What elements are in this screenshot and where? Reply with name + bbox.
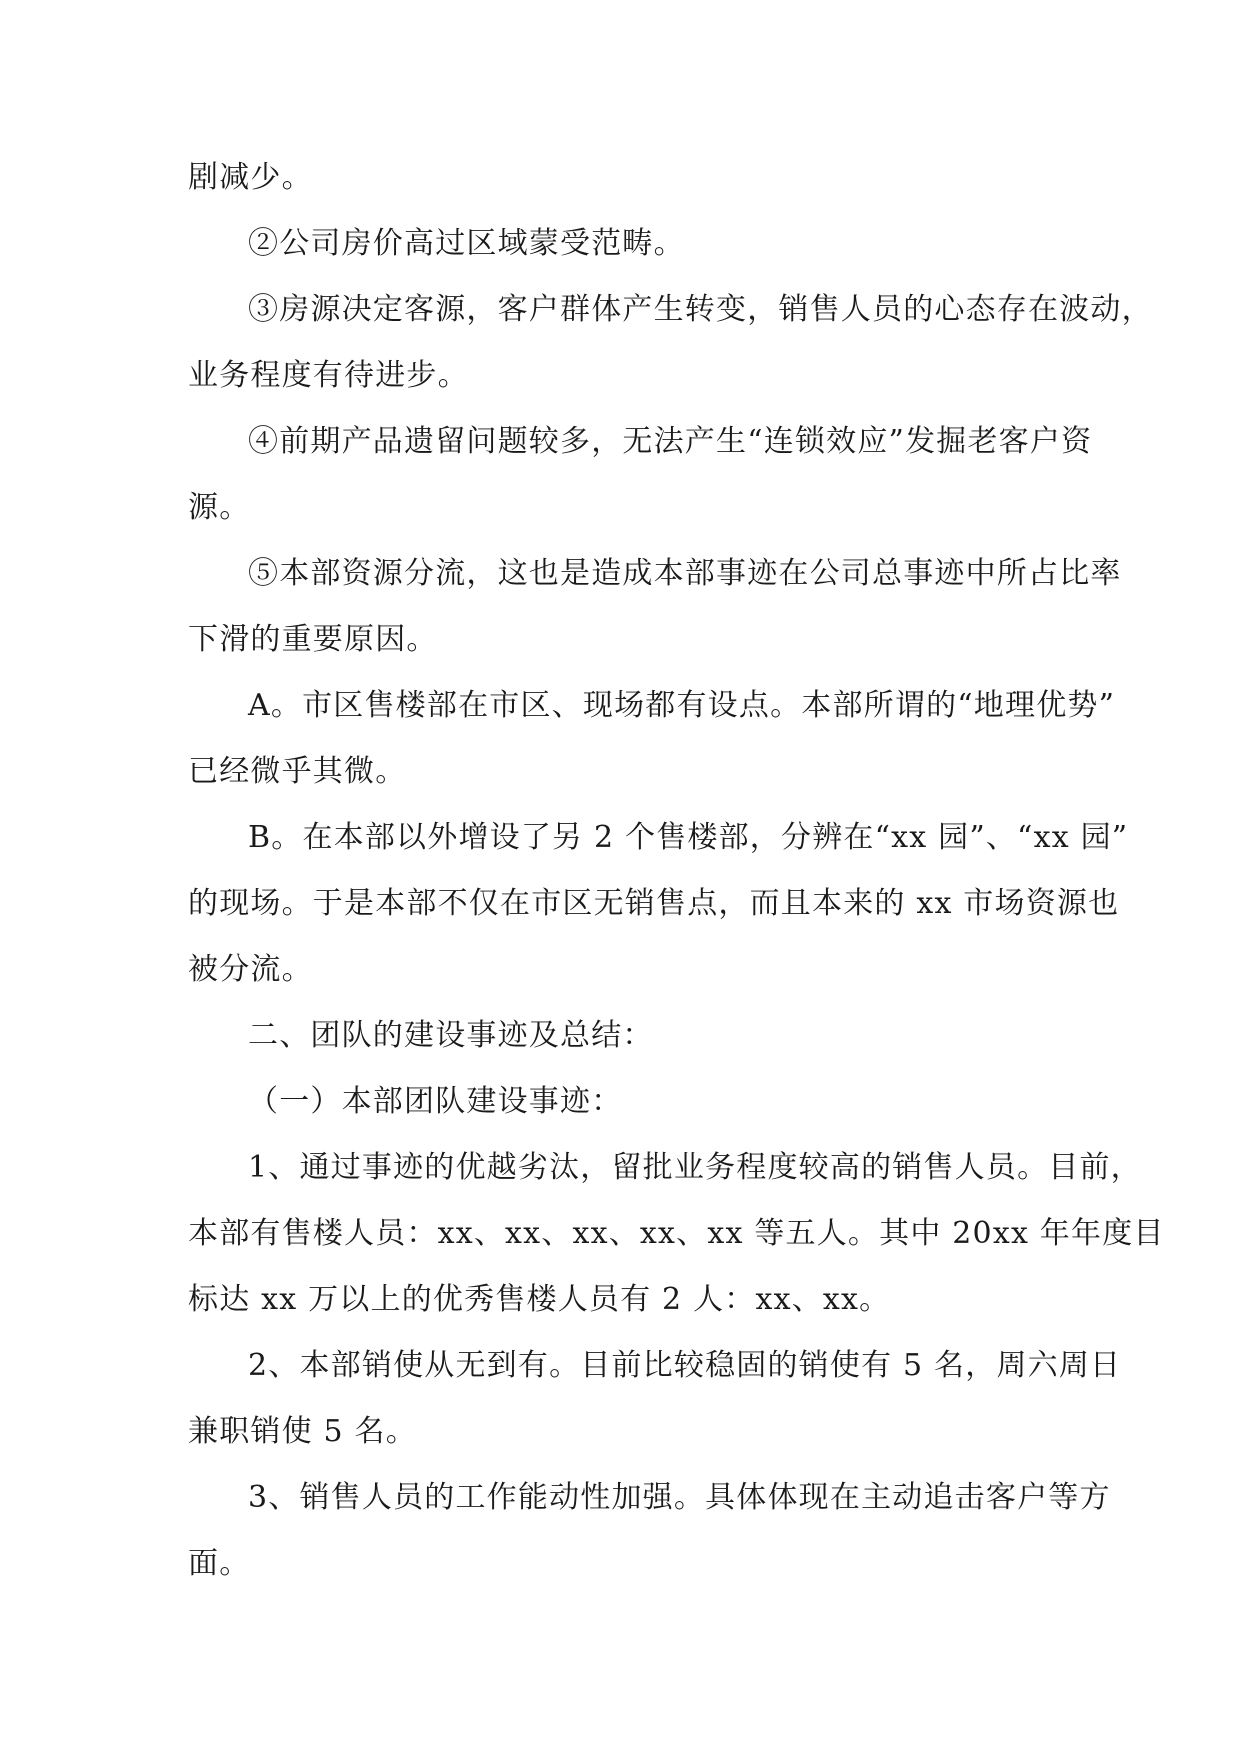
paragraph-line: 业务程度有待进步。: [188, 358, 469, 393]
paragraph-line: B。在本部以外增设了另 2 个售楼部，分辨在“xx 园”、“xx 园”: [248, 820, 1129, 855]
paragraph-line: ③房源决定客源，客户群体产生转变，销售人员的心态存在波动，: [248, 292, 1153, 327]
paragraph-line: 面。: [188, 1546, 251, 1581]
paragraph-line: 已经微乎其微。: [188, 754, 407, 789]
paragraph-line: 源。: [188, 490, 251, 525]
paragraph-line: 下滑的重要原因。: [188, 622, 438, 657]
paragraph-line: 本部有售楼人员：xx、xx、xx、xx、xx 等五人。其中 20xx 年年度目: [188, 1216, 1165, 1251]
paragraph-line: 标达 xx 万以上的优秀售楼人员有 2 人：xx、xx。: [188, 1282, 891, 1317]
document-body: [188, 158, 1165, 1584]
paragraph-line: ⑤本部资源分流，这也是造成本部事迹在公司总事迹中所占比率: [248, 556, 1122, 591]
paragraph-line: 剧减少。: [188, 160, 313, 195]
paragraph-line: ④前期产品遗留问题较多，无法产生“连锁效应”发掘老客户资: [248, 424, 1093, 459]
paragraph-line: 兼职销使 5 名。: [188, 1414, 417, 1449]
subsection-heading: （一）本部团队建设事迹：: [248, 1084, 623, 1119]
paragraph-line: 的现场。于是本部不仅在市区无销售点，而且本来的 xx 市场资源也: [188, 886, 1120, 921]
paragraph-line: 2、本部销使从无到有。目前比较稳固的销使有 5 名，周六周日: [248, 1348, 1122, 1383]
paragraph-line: ②公司房价高过区域蒙受范畴。: [248, 226, 685, 261]
section-heading: 二、团队的建设事迹及总结：: [248, 1018, 654, 1053]
paragraph-line: A。市区售楼部在市区、现场都有设点。本部所谓的“地理优势”: [248, 688, 1116, 723]
paragraph-line: 3、销售人员的工作能动性加强。具体体现在主动追击客户等方: [248, 1480, 1111, 1515]
paragraph-line: 被分流。: [188, 952, 313, 987]
paragraph-line: 1、通过事迹的优越劣汰，留批业务程度较高的销售人员。目前，: [248, 1150, 1142, 1185]
